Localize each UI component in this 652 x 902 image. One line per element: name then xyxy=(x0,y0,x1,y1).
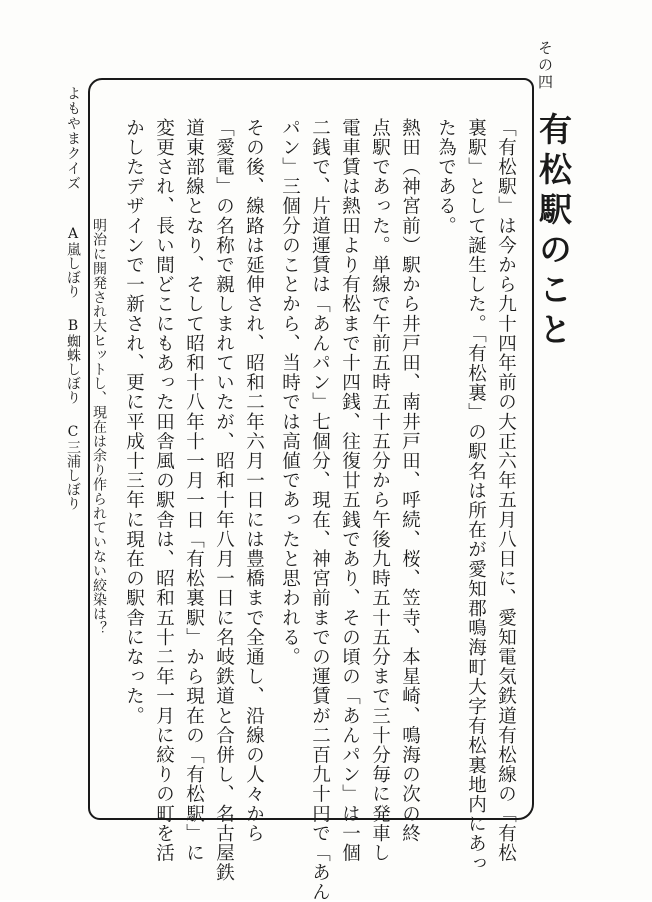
text-column: 「愛電」の名称で親しまれていたが、昭和十年八月一日に名岐鉄道と合併し、名古屋鉄 xyxy=(213,118,235,883)
text-column: 変更され、長い間どこにもあった田舎風の駅舎は、昭和五十二年一月に絞りの町を活 xyxy=(153,118,175,863)
page-title: 有松駅のこと xyxy=(534,112,573,352)
text-column: 電車賃は熱田より有松まで十四銭、往復廿五銭であり、その頃の「あんパン」は一個 xyxy=(339,118,361,863)
text-column: 熱田（神宮前）駅から井戸田、南井戸田、呼続、桜、笠寺、本星崎、鳴海の次の終 xyxy=(399,118,421,844)
quiz-question: 明治に開発され大ヒットし、現在は余り作られていない絞染は？ xyxy=(91,218,107,636)
quiz-option-b: B蜘蛛しぼり xyxy=(65,318,81,404)
text-column: 二銭で、片道運賃は「あんパン」七個分、現在、神宮前までの運賃が二百九十円で「あん xyxy=(309,118,331,902)
text-column: パン」三個分のことから、当時では高値であったと思われる。 xyxy=(279,118,301,667)
quiz-options xyxy=(66,226,80,510)
text-column: かしたデザインで一新され、更に平成十三年に現在の駅舎になった。 xyxy=(123,118,145,726)
text-column: た為である。 xyxy=(435,118,457,236)
text-column: 裏駅」として誕生した。「有松裏」の駅名は所在が愛知郡鳴海町大字有松裏地内にあっ xyxy=(465,118,487,874)
series-label: その四 xyxy=(536,40,554,91)
text-column: その後、線路は延伸され、昭和二年六月一日には豊橋まで全通し、沿線の人々から xyxy=(243,118,265,844)
text-column: 道東部線となり、そして昭和十八年十一月一日「有松裏駅」から現在の「有松駅」に xyxy=(183,118,205,863)
quiz-option-c: C三浦しぼり xyxy=(65,424,81,510)
quiz-option-a: A嵐しぼり xyxy=(65,226,81,298)
text-column: 点駅であった。単線で午前五時五十五分から午後九時五十五分まで三十分毎に発車し xyxy=(369,118,391,863)
text-column: 「有松駅」は今から九十四年前の大正六年五月八日に、愛知電気鉄道有松線の「有松 xyxy=(495,118,517,863)
quiz-heading: よもやまクイズ xyxy=(65,86,81,191)
